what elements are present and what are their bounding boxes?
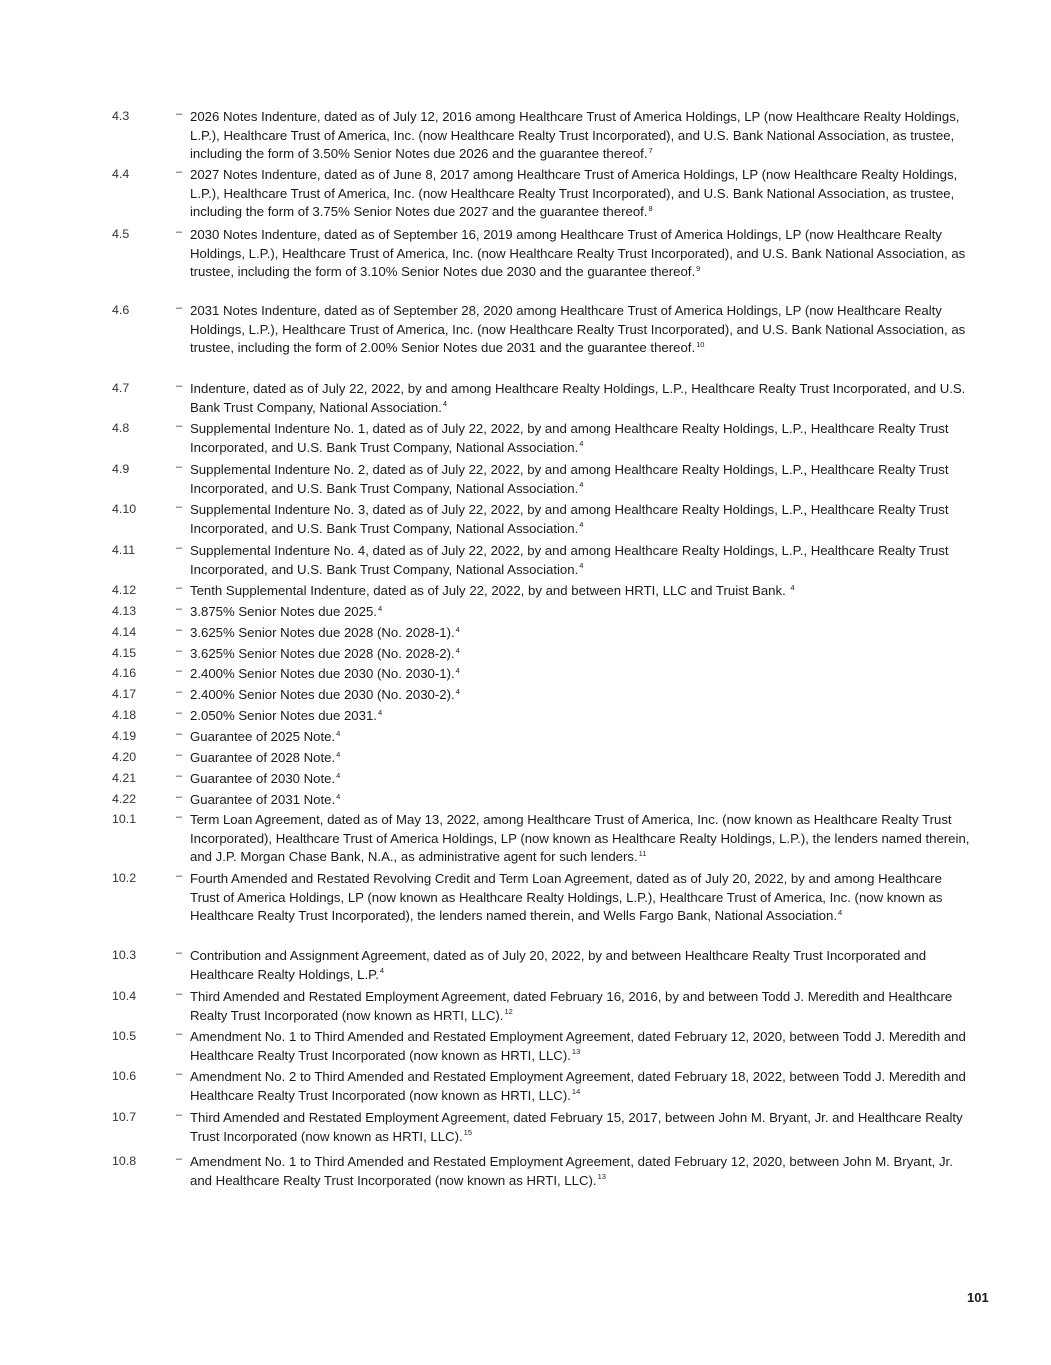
- exhibit-description: [190, 420, 972, 457]
- exhibit-row: [112, 108, 972, 164]
- exhibit-description-text: Third Amended and Restated Employment Agreement, dated February 15, 2017, between John M. Bryant, Jr. and Healthcare Realty Trust Incorporated (now known as HRTI, LLC).: [190, 1110, 963, 1144]
- footnote-reference: 4: [455, 665, 460, 675]
- exhibit-row: [112, 686, 972, 705]
- exhibit-description-text: Amendment No. 1 to Third Amended and Restated Employment Agreement, dated February 12, 2020, between John M. Bryant, Jr. and Healthcare Realty Trust Incorporated (now known as HRTI, LLC).: [190, 1154, 953, 1188]
- exhibit-number: 4.13: [112, 604, 137, 618]
- exhibit-dash: –: [176, 665, 183, 677]
- exhibit-number: 10.2: [112, 871, 137, 885]
- exhibit-description: [190, 461, 972, 498]
- footnote-reference: 4: [377, 603, 383, 613]
- exhibit-dash: –: [176, 461, 183, 473]
- exhibit-number: 4.15: [112, 646, 137, 660]
- exhibit-description-text: 2030 Notes Indenture, dated as of September 16, 2019 among Healthcare Trust of America Holdings, LP (now Healthcare Realty Holdings, L.P.), Healthcare Trust of America, Inc. (now Healthcare Realty Trust Incorporated), and U.S. Bank National Association, as trustee, including the form of 3.10% Senior Notes due 2030 and the guarantee thereof.: [190, 227, 966, 280]
- exhibit-row: [112, 501, 972, 538]
- footnote-reference: 4: [579, 480, 584, 490]
- footnote-reference: 4: [442, 399, 448, 409]
- exhibit-description-text: 2031 Notes Indenture, dated as of September 28, 2020 among Healthcare Trust of America Holdings, LP (now Healthcare Realty Holdings, L.P.), Healthcare Trust of America, Inc. (now Healthcare Realty Trust Incorporated), and U.S. Bank National Association, as trustee, including the form of 2.00% Senior Notes due 2031 and the guarantee thereof.: [190, 303, 966, 356]
- footnote-reference: 14: [571, 1087, 581, 1097]
- footnote-reference: 4: [336, 728, 341, 738]
- footnote-reference: 7: [648, 145, 653, 155]
- exhibit-description: [190, 501, 972, 538]
- exhibit-description: [190, 947, 972, 984]
- exhibit-row: [112, 226, 972, 282]
- exhibit-dash: –: [176, 501, 183, 513]
- page-number: 101: [967, 1290, 989, 1305]
- exhibit-dash: –: [176, 811, 183, 823]
- exhibit-dash: –: [176, 1028, 183, 1040]
- exhibit-dash: –: [176, 624, 183, 636]
- exhibit-description-text: Supplemental Indenture No. 2, dated as of July 22, 2022, by and among Healthcare Realty Holdings, L.P., Healthcare Realty Trust Incorporated, and U.S. Bank Trust Company, National Association.: [190, 462, 949, 496]
- exhibit-description: [190, 1068, 972, 1105]
- exhibit-dash: –: [176, 749, 183, 761]
- exhibit-row: [112, 603, 972, 622]
- exhibit-number: 4.7: [112, 381, 130, 395]
- exhibit-number: 4.8: [112, 421, 130, 435]
- exhibit-description-text: 2.050% Senior Notes due 2031.: [190, 708, 377, 723]
- exhibit-row: [112, 988, 972, 1025]
- exhibit-description-text: Contribution and Assignment Agreement, dated as of July 20, 2022, by and between Healthcare Realty Trust Incorporated and Healthcare Realty Holdings, L.P.: [190, 948, 927, 982]
- footnote-reference: 4: [579, 439, 584, 449]
- exhibit-description: [190, 728, 972, 747]
- exhibit-description-text: 2.400% Senior Notes due 2030 (No. 2030-2).: [190, 687, 455, 702]
- exhibit-row: [112, 791, 972, 810]
- exhibit-row: [112, 645, 972, 664]
- exhibit-number: 4.10: [112, 502, 137, 516]
- exhibit-row: [112, 728, 972, 747]
- exhibit-row: [112, 1028, 972, 1065]
- footnote-reference: 4: [336, 749, 341, 759]
- exhibit-dash: –: [176, 166, 183, 178]
- exhibit-dash: –: [176, 988, 183, 1000]
- exhibit-description-text: Guarantee of 2030 Note.: [190, 771, 336, 786]
- exhibit-description-text: 3.625% Senior Notes due 2028 (No. 2028-1).: [190, 625, 455, 640]
- footnote-reference: 4: [790, 582, 795, 592]
- exhibit-dash: –: [176, 1109, 183, 1121]
- exhibit-dash: –: [176, 108, 183, 120]
- footnote-reference: 4: [838, 907, 843, 917]
- exhibit-description: [190, 645, 972, 664]
- exhibit-description: [190, 749, 972, 768]
- footnote-reference: 11: [638, 848, 647, 858]
- exhibit-description-text: Supplemental Indenture No. 1, dated as of July 22, 2022, by and among Healthcare Realty Holdings, L.P., Healthcare Realty Trust Incorporated, and U.S. Bank Trust Company, National Association.: [190, 421, 949, 455]
- exhibit-description-text: Amendment No. 2 to Third Amended and Restated Employment Agreement, dated February 18, 2022, between Todd J. Meredith and Healthcare Realty Trust Incorporated (now known as HRTI, LLC).: [190, 1069, 966, 1103]
- exhibit-number: 4.6: [112, 303, 130, 317]
- exhibit-dash: –: [176, 791, 183, 803]
- exhibit-row: [112, 707, 972, 726]
- footnote-reference: 4: [579, 561, 584, 571]
- exhibit-row: [112, 770, 972, 789]
- exhibit-description-text: Indenture, dated as of July 22, 2022, by and among Healthcare Realty Holdings, L.P., Healthcare Realty Trust Incorporated, and U.S. Bank Trust Company, National Association.: [190, 381, 966, 415]
- exhibit-dash: –: [176, 380, 183, 392]
- exhibit-description: [190, 686, 972, 705]
- exhibit-description-text: Fourth Amended and Restated Revolving Credit and Term Loan Agreement, dated as of July 20, 2022, by and among Healthcare Trust of America Holdings, LP (now known as Healthcare Realty Holdings, L.P.), Healthcare Trust of America, Inc. (now known as Healthcare Realty Trust Incorporated), the lenders named therein, and Wells Fargo Bank, National Association.: [190, 871, 943, 924]
- exhibit-description: [190, 582, 972, 601]
- exhibit-description-text: 3.625% Senior Notes due 2028 (No. 2028-2).: [190, 646, 455, 661]
- exhibit-description: [190, 1109, 972, 1146]
- exhibit-row: [112, 749, 972, 768]
- exhibit-dash: –: [176, 947, 183, 959]
- footnote-reference: 4: [455, 624, 460, 634]
- footnote-reference: 13: [597, 1172, 606, 1182]
- exhibit-description: [190, 1153, 972, 1190]
- exhibit-row: [112, 1068, 972, 1105]
- exhibit-number: 4.18: [112, 708, 137, 722]
- exhibit-dash: –: [176, 420, 183, 432]
- exhibit-description-text: 2027 Notes Indenture, dated as of June 8, 2017 among Healthcare Trust of America Holdings, LP (now Healthcare Realty Holdings, L.P.), Healthcare Trust of America, Inc. (now Healthcare Realty Trust Incorporated), and U.S. Bank National Association, as trustee, including the form of 3.75% Senior Notes due 2027 and the guarantee thereof.: [190, 167, 958, 220]
- exhibit-row: [112, 380, 972, 417]
- exhibit-dash: –: [176, 707, 183, 719]
- exhibit-dash: –: [176, 603, 183, 615]
- exhibit-dash: –: [176, 686, 183, 698]
- exhibit-dash: –: [176, 1153, 183, 1165]
- exhibit-number: 10.4: [112, 989, 137, 1003]
- footnote-reference: 9: [696, 263, 701, 273]
- exhibit-description: [190, 302, 972, 358]
- exhibit-number: 10.1: [112, 812, 137, 826]
- exhibit-dash: –: [176, 542, 183, 554]
- exhibit-description: [190, 166, 972, 222]
- exhibit-dash: –: [176, 870, 183, 882]
- exhibit-row: [112, 461, 972, 498]
- exhibit-description-text: Guarantee of 2028 Note.: [190, 750, 336, 765]
- footnote-reference: 4: [379, 966, 385, 976]
- exhibit-description-text: 2026 Notes Indenture, dated as of July 12, 2016 among Healthcare Trust of America Holdings, LP (now Healthcare Realty Holdings, L.P.), Healthcare Trust of America, Inc. (now Healthcare Realty Trust Incorporated), and U.S. Bank National Association, as trustee, including the form of 3.50% Senior Notes due 2026 and the guarantee thereof.: [190, 109, 960, 162]
- footnote-reference: 10: [696, 339, 705, 349]
- exhibit-description-text: Supplemental Indenture No. 3, dated as of July 22, 2022, by and among Healthcare Realty Holdings, L.P., Healthcare Realty Trust Incorporated, and U.S. Bank Trust Company, National Association.: [190, 502, 949, 536]
- exhibit-row: [112, 166, 972, 222]
- exhibit-row: [112, 542, 972, 579]
- exhibit-description-text: Term Loan Agreement, dated as of May 13, 2022, among Healthcare Trust of America, Inc. (now known as Healthcare Realty Trust Incorporated), Healthcare Trust of America Holdings, LP (now known as Healthcare Realty Holdings, L.P.), the lenders named therein, and J.P. Morgan Chase Bank, N.A., as administrative agent for such lenders.: [190, 812, 970, 865]
- exhibit-description-text: 3.875% Senior Notes due 2025.: [190, 604, 377, 619]
- exhibit-dash: –: [176, 645, 183, 657]
- exhibit-description-text: 2.400% Senior Notes due 2030 (No. 2030-1).: [190, 666, 455, 681]
- exhibit-number: 4.11: [112, 543, 136, 557]
- exhibit-number: 4.12: [112, 583, 137, 597]
- exhibit-dash: –: [176, 582, 183, 594]
- exhibit-dash: –: [176, 226, 183, 238]
- exhibit-number: 4.16: [112, 666, 137, 680]
- exhibit-row: [112, 811, 972, 867]
- footnote-reference: 4: [336, 791, 341, 801]
- footnote-reference: 4: [455, 686, 460, 696]
- exhibit-number: 4.22: [112, 792, 137, 806]
- exhibit-number: 10.5: [112, 1029, 137, 1043]
- exhibit-description: [190, 226, 972, 282]
- exhibit-number: 4.19: [112, 729, 137, 743]
- exhibit-row: [112, 947, 972, 984]
- exhibit-description-text: Tenth Supplemental Indenture, dated as of July 22, 2022, by and between HRTI, LLC and Truist Bank.: [190, 583, 790, 598]
- footnote-reference: 12: [504, 1007, 513, 1017]
- exhibit-dash: –: [176, 302, 183, 314]
- exhibit-number: 4.21: [112, 771, 137, 785]
- exhibit-number: 4.17: [112, 687, 137, 701]
- exhibit-number: 10.6: [112, 1069, 137, 1083]
- exhibit-number: 4.5: [112, 227, 130, 241]
- exhibit-description: [190, 770, 972, 789]
- exhibit-number: 4.9: [112, 462, 130, 476]
- footnote-reference: 13: [571, 1047, 581, 1057]
- exhibit-description: [190, 380, 972, 417]
- exhibit-description: [190, 665, 972, 684]
- exhibit-description: [190, 791, 972, 810]
- exhibit-number: 4.3: [112, 109, 130, 123]
- footnote-reference: 4: [579, 520, 584, 530]
- exhibit-number: 4.4: [112, 167, 130, 181]
- exhibit-row: [112, 302, 972, 358]
- exhibit-row: [112, 624, 972, 643]
- exhibit-number: 10.8: [112, 1154, 137, 1168]
- exhibit-dash: –: [176, 770, 183, 782]
- footnote-reference: 4: [336, 770, 341, 780]
- exhibit-row: [112, 1153, 972, 1190]
- exhibit-dash: –: [176, 728, 183, 740]
- exhibit-description-text: Guarantee of 2025 Note.: [190, 729, 336, 744]
- exhibit-row: [112, 665, 972, 684]
- exhibit-description-text: Guarantee of 2031 Note.: [190, 792, 336, 807]
- exhibit-description: [190, 707, 972, 726]
- exhibit-description: [190, 870, 972, 926]
- exhibit-row: [112, 420, 972, 457]
- exhibit-dash: –: [176, 1068, 183, 1080]
- exhibit-number: 4.20: [112, 750, 137, 764]
- footnote-reference: 8: [648, 203, 653, 213]
- exhibit-description-text: Supplemental Indenture No. 4, dated as of July 22, 2022, by and among Healthcare Realty Holdings, L.P., Healthcare Realty Trust Incorporated, and U.S. Bank Trust Company, National Association.: [190, 543, 949, 577]
- footnote-reference: 15: [463, 1128, 472, 1138]
- exhibit-row: [112, 582, 972, 601]
- exhibit-number: 10.3: [112, 948, 137, 962]
- exhibit-description-text: Third Amended and Restated Employment Agreement, dated February 16, 2016, by and between Todd J. Meredith and Healthcare Realty Trust Incorporated (now known as HRTI, LLC).: [190, 989, 953, 1023]
- exhibit-description: [190, 542, 972, 579]
- exhibit-row: [112, 870, 972, 926]
- exhibit-description: [190, 603, 972, 622]
- exhibit-number: 10.7: [112, 1110, 137, 1124]
- exhibit-description: [190, 988, 972, 1025]
- exhibit-description: [190, 811, 972, 867]
- exhibit-description: [190, 624, 972, 643]
- exhibit-description: [190, 1028, 972, 1065]
- footnote-reference: 4: [377, 707, 383, 717]
- exhibit-description: [190, 108, 972, 164]
- exhibit-number: 4.14: [112, 625, 137, 639]
- footnote-reference: 4: [455, 645, 460, 655]
- exhibit-description-text: Amendment No. 1 to Third Amended and Restated Employment Agreement, dated February 12, 2020, between Todd J. Meredith and Healthcare Realty Trust Incorporated (now known as HRTI, LLC).: [190, 1029, 966, 1063]
- exhibit-row: [112, 1109, 972, 1146]
